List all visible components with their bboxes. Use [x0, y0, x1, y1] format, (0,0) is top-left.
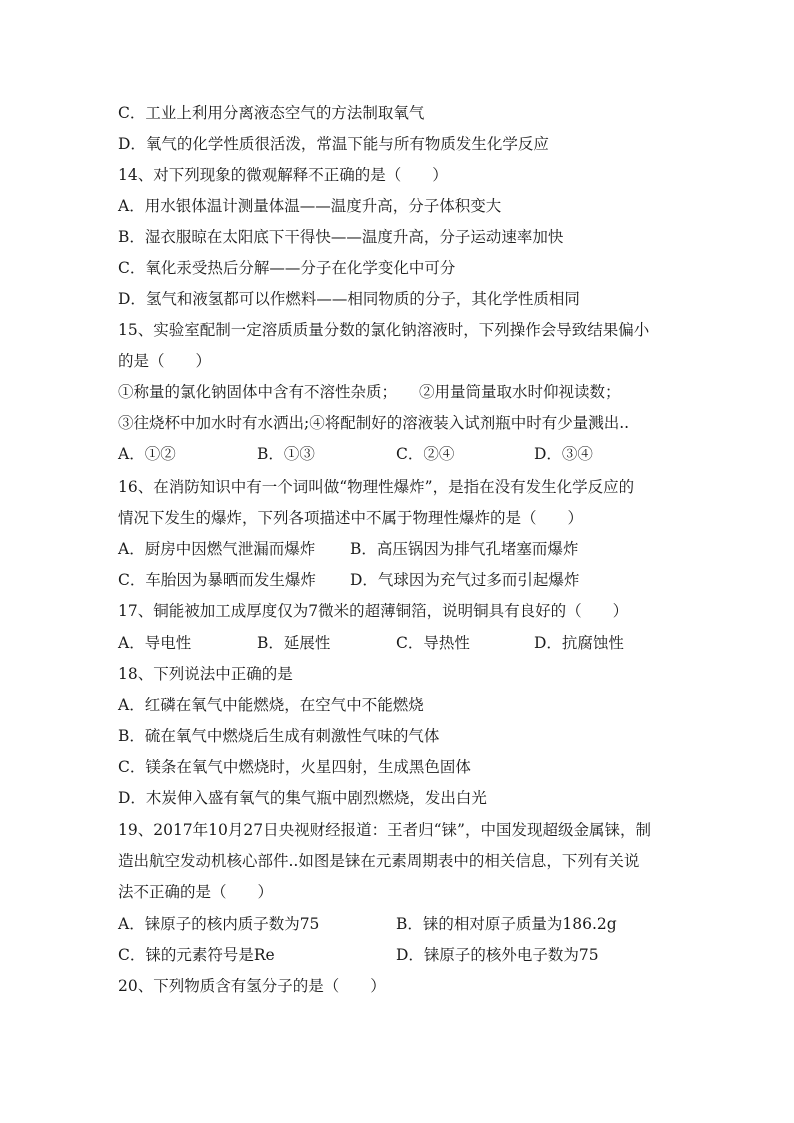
q17-option-a: A．导电性 [118, 634, 192, 652]
q14-option-b: B．湿衣服晾在太阳底下干得快——温度升高，分子运动速率加快 [118, 228, 564, 246]
q19-stem-line3: 法不正确的是（ ） [118, 883, 274, 901]
q17-stem: 17、铜能被加工成厚度仅为7微米的超薄铜箔，说明铜具有良好的（ ） [118, 602, 629, 620]
q18-option-b: B．硫在氧气中燃烧后生成有刺激性气味的气体 [118, 727, 440, 745]
q19-stem-line2: 造出航空发动机核心部件..如图是铼在元素周期表中的相关信息，下列有关说 [118, 852, 640, 870]
q16-option-c: C．车胎因为暴晒而发生爆炸 [118, 571, 316, 589]
q18-option-d: D．木炭伸入盛有氧气的集气瓶中剧烈燃烧，发出白光 [118, 789, 487, 807]
q15-stem-line1: 15、实验室配制一定溶质质量分数的氯化钠溶液时，下列操作会导致结果偏小 [118, 321, 650, 339]
q15-option-b: B．①③ [257, 445, 315, 463]
q13-option-c: C．工业上利用分离液态空气的方法制取氧气 [118, 104, 425, 122]
q16-option-b: B．高压锅因为排气孔堵塞而爆炸 [350, 540, 579, 558]
q16-option-a: A．厨房中因燃气泄漏而爆炸 [118, 540, 316, 558]
q14-option-d: D．氢气和液氢都可以作燃料——相同物质的分子，其化学性质相同 [118, 290, 580, 308]
q18-option-c: C．镁条在氧气中燃烧时，火星四射，生成黑色固体 [118, 758, 471, 776]
q19-option-b: B．铼的相对原子质量为186.2g [396, 915, 617, 933]
q17-option-b: B．延展性 [257, 634, 331, 652]
q19-option-a: A．铼原子的核内质子数为75 [118, 915, 320, 933]
q19-option-c: C．铼的元素符号是Re [118, 946, 275, 964]
q16-option-d: D．气球因为充气过多而引起爆炸 [350, 571, 580, 589]
q18-stem: 18、下列说法中正确的是 [118, 665, 293, 683]
q15-stem-line2: 的是（ ） [118, 352, 212, 370]
q15-option-a: A．①② [118, 445, 176, 463]
q14-option-a: A．用水银体温计测量体温——温度升高，分子体积变大 [118, 197, 502, 215]
q15-option-d: D．③④ [534, 445, 593, 463]
q17-option-c: C．导热性 [396, 634, 470, 652]
q13-option-d: D．氧气的化学性质很活泼，常温下能与所有物质发生化学反应 [118, 135, 549, 153]
q14-stem: 14、对下列现象的微观解释不正确的是（ ） [118, 166, 448, 184]
q16-stem-line1: 16、在消防知识中有一个词叫做“物理性爆炸”，是指在没有发生化学反应的 [118, 478, 635, 496]
q20-stem: 20、下列物质含有氢分子的是（ ） [118, 977, 386, 995]
q19-option-d: D．铼原子的核外电子数为75 [396, 946, 599, 964]
q17-option-d: D．抗腐蚀性 [534, 634, 624, 652]
q15-item-2: ②用量筒量取水时仰视读数； [419, 383, 621, 401]
q15-option-c: C．②④ [396, 445, 455, 463]
q18-option-a: A．红磷在氧气中能燃烧，在空气中不能燃烧 [118, 696, 424, 714]
q15-items-line1 [118, 382, 621, 402]
q15-item-1: ①称量的氯化钠固体中含有不溶性杂质； [118, 383, 398, 401]
q16-stem-line2: 情况下发生的爆炸，下列各项描述中不属于物理性爆炸的是（ ） [118, 509, 584, 527]
q15-items-line2: ③往烧杯中加水时有水洒出;④将配制好的溶液装入试剂瓶中时有少量溅出.. [118, 414, 630, 432]
q14-option-c: C．氧化汞受热后分解——分子在化学变化中可分 [118, 259, 456, 277]
q19-stem-line1: 19、2017年10月27日央视财经报道：王者归“铼”，中国发现超级金属铼，制 [118, 821, 651, 839]
